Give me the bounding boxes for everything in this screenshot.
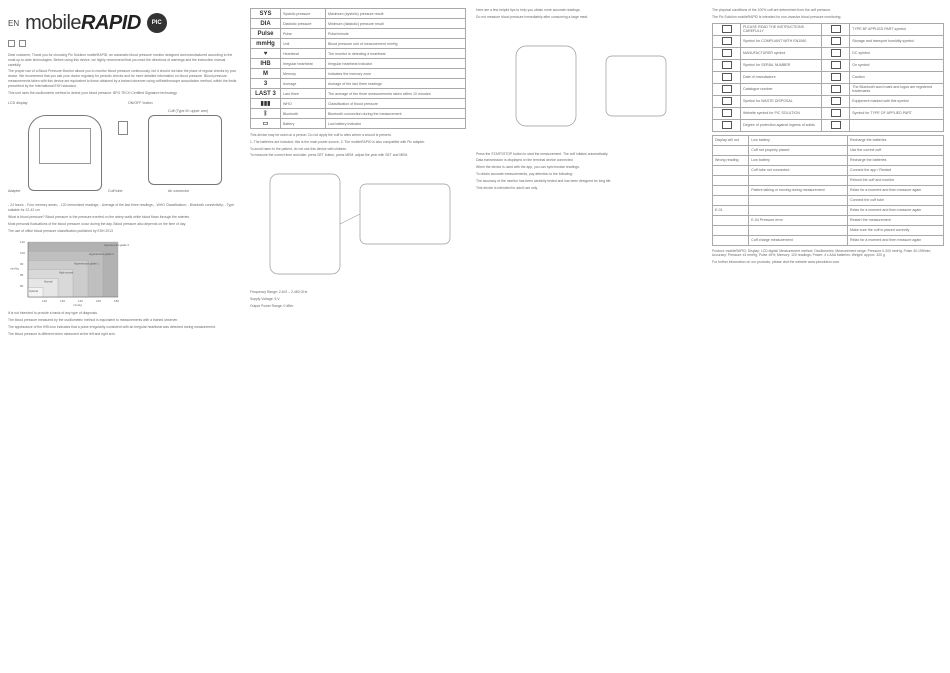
region-label: Hypertension grade 2: [89, 253, 114, 257]
trouble-solution: Recharge the batteries: [848, 135, 944, 145]
trouble-problem: Wrong reading: [713, 155, 749, 165]
adapter-drawing: [118, 121, 128, 135]
bp-fluctuation: Most personal fluctuations of the blood pressure occur during the day. Blood pressure also depends on the time of day.: [8, 221, 186, 226]
symbol-desc: Classification of blood pressure: [325, 99, 465, 109]
trouble-problem: [713, 235, 749, 245]
trouble-cause: Cuff tube not connected: [749, 165, 848, 175]
troubleshooting-row: [713, 235, 944, 245]
symbol-row: [251, 19, 466, 29]
cuff-placement-svg: [476, 26, 704, 146]
classification-chart: [8, 237, 238, 307]
troubleshooting-row: [713, 215, 944, 225]
specifications: Product: mobileRAPID; Display: LCD digital; Measurement method: Oscillometric; Measurement range: Pressure 0-300 mmHg, Pulse 40-199/min; Accuracy: Pressure ±3 mmHg, Pulse ±5%; Memory: 120 readings; Power: 4 x AAA batteries; Weight: approx. 320 g: [712, 248, 931, 258]
trouble-cause: [749, 205, 848, 215]
symbol-name: Bluetooth: [281, 109, 326, 119]
regulatory-row: [713, 35, 944, 47]
reg-text-left: MANUFACTURER symbol: [741, 47, 822, 59]
manual-icon: [8, 40, 15, 47]
symbol-name: Pulse: [281, 29, 326, 39]
symbol-desc: The average of the three measurements taken within 10 minutes: [325, 89, 465, 99]
regulatory-row: [713, 83, 944, 95]
trouble-cause: [749, 195, 848, 205]
symbol-name: Diastolic pressure: [281, 19, 326, 29]
monitor-screen: [39, 128, 91, 164]
trouble-problem: [713, 215, 749, 225]
reg-symbol-left: [713, 59, 741, 71]
symbol-glyph: ▮▮▮: [251, 99, 281, 109]
supply-voltage: Supply Voltage: 5 V: [250, 296, 280, 301]
regulatory-row: [713, 119, 944, 131]
x-tick-label: 160: [96, 299, 102, 304]
regulatory-symbols-table: [712, 23, 944, 132]
chart-note: It is not intended to provide a basis of any type of diagnosis.: [8, 311, 98, 316]
regulatory-row: [713, 71, 944, 83]
reg-symbol-right: [822, 107, 850, 119]
reg-symbol-right: [822, 71, 850, 83]
symbol-name: Last three: [281, 89, 326, 99]
x-axis-label: mmHg: [73, 303, 82, 308]
y-tick-label: 90: [20, 262, 24, 267]
output-power: Output Power Range: 0 dBm: [250, 303, 294, 308]
reg-symbol-right: [822, 83, 850, 95]
trouble-solution: Make sure the cuff is placed correctly: [848, 225, 944, 235]
trouble-solution: Reboot the cuff and monitor: [848, 175, 944, 185]
intended-use-para: The Pic Solution mobileRAPID is intended for non-invasive blood pressure monitoring.: [712, 14, 842, 19]
trouble-cause: Patient talking or moving during measurement: [749, 185, 848, 195]
trouble-problem: [713, 195, 749, 205]
language-code: EN: [8, 18, 20, 28]
reg-symbol-right: [822, 119, 850, 131]
chart-title: The use of office blood pressure classification published by ESH 2013: [8, 228, 113, 233]
trouble-problem: [713, 185, 749, 195]
header: [8, 8, 238, 38]
data-transmission-para: Data transmission is displayed on the terminal device connected.: [476, 158, 574, 163]
symbol-row: [251, 79, 466, 89]
symbol-glyph: ▭: [251, 119, 281, 129]
regulatory-row: [713, 59, 944, 71]
intro-para-1: Dear customer, Thank you for choosing Pic Solution mobileRAPID: an automatic blood pressure monitor designed and manufactured according to the most up-to-date technologies. Before using this device, we highly recommend that you read the directions of warnings and the instruction manual carefully.: [8, 53, 233, 67]
reg-text-right: The Bluetooth word mark and logos are registered trademarks: [850, 83, 944, 95]
reg-symbol-left: [713, 95, 741, 107]
reg-text-left: Website symbol for PIC SOLUTION: [741, 107, 822, 119]
reg-symbol-right: [822, 59, 850, 71]
troubleshooting-row: [713, 155, 944, 165]
trouble-solution: Relax for a moment and then measure again: [848, 205, 944, 215]
symbol-name: Battery: [281, 119, 326, 129]
reg-text-left: Symbol for SERIAL NUMBER: [741, 59, 822, 71]
trouble-problem: [713, 175, 749, 185]
symbol-glyph: IHB: [251, 59, 281, 69]
reg-symbol-left: [713, 83, 741, 95]
y-axis-label: mmHg: [10, 266, 19, 271]
region-label: Normal: [44, 281, 53, 285]
features-list: - 24 hours; - Four memory areas; - 120 memorised readings; - Average of the last three readings; - WHO Classification; - Bluetooth connectivity; - Type suitable for 22-42 cm: [8, 203, 235, 213]
intro-text: [8, 53, 238, 95]
trouble-cause: Low battery: [749, 155, 848, 165]
trouble-cause: Cuff not properly placed: [749, 145, 848, 155]
x-tick-label: 180: [114, 299, 120, 304]
trouble-cause: [749, 225, 848, 235]
symbol-desc: Irregular heartbeat indicator: [325, 59, 465, 69]
symbol-glyph: SYS: [251, 9, 281, 19]
trouble-solution: Relax for a moment and then measure again: [848, 235, 944, 245]
symbol-name: Unit: [281, 39, 326, 49]
symbol-desc: Maximum (systolic) pressure result: [325, 9, 465, 19]
header-icons: [8, 40, 238, 47]
bp-definition: What is blood pressure? Blood pressure is the pressure exerted on the artery walls while blood flows through the arteries.: [8, 214, 191, 219]
reg-text-right: DC symbol: [850, 47, 944, 59]
symbol-desc: Indicates the memory zone: [325, 69, 465, 79]
regulatory-row: [713, 23, 944, 35]
trouble-solution: Relax for a moment and then measure again: [848, 185, 944, 195]
symbol-row: [251, 9, 466, 19]
trouble-problem: [713, 225, 749, 235]
column-symbols: [250, 8, 466, 668]
symbol-desc: Average of the last three readings: [325, 79, 465, 89]
cuff-conditions-para: The physical conditions of the 100% cuff are determined from the cuff pressure.: [712, 8, 832, 12]
reg-symbol-right: [822, 95, 850, 107]
start-para: Press the START/STOP button to start the measurement. The cuff inflates automatically.: [476, 151, 609, 156]
trouble-problem: Display will not: [713, 135, 749, 145]
trouble-solution: Connect the app / Restart: [848, 165, 944, 175]
reg-text-right: Caution: [850, 71, 944, 83]
ihb-para: The appearance of the IHB icon indicates that a pulse irregularity consistent with an irregular heartbeat was detected during measurement.: [8, 324, 216, 329]
usage-note: This device may be used on a person. Do not apply the cuff to sites where a wound is present.: [250, 133, 392, 137]
sync-para: When the device is used with the app, you can synchronise readings.: [476, 165, 580, 170]
intro-para-3: This unit uses the oscillometric method to detect your blood pressure. BPO TECH Certified Signature technology.: [8, 90, 178, 95]
reg-text-left: Date of manufacture: [741, 71, 822, 83]
troubleshooting-row: [713, 185, 944, 195]
adapter-para: 1. The batteries are included; this is the main power source. 2. The mobileRAPID is also compatible with Pic adapter.: [250, 139, 426, 144]
symbol-desc: Bluetooth connection during the measurement: [325, 109, 465, 119]
trouble-solution: Restart the measurement: [848, 215, 944, 225]
trouble-cause: Low battery: [749, 135, 848, 145]
symbol-glyph: ᛒ: [251, 109, 281, 119]
device-illustration: [8, 101, 238, 197]
frequency-range: Frequency Range: 2.402 – 2.480 GHz: [250, 290, 308, 295]
symbol-row: [251, 119, 466, 129]
reg-text-right: On symbol: [850, 59, 944, 71]
symbol-glyph: ♥: [251, 49, 281, 59]
symbol-row: [251, 49, 466, 59]
trouble-cause: [749, 175, 848, 185]
region-label: Hypertension grade 3: [104, 244, 129, 248]
cuff-drawing: [148, 115, 222, 185]
reg-text-left: PLEASE READ THE INSTRUCTIONS CAREFULLY: [741, 23, 822, 35]
footer-note: For further information on our products, please visit the website www.picsolution.com.: [712, 260, 841, 265]
display-symbols-table: [250, 8, 466, 129]
column-usage: [476, 8, 704, 668]
symbol-row: [251, 59, 466, 69]
x-tick-label: 140: [78, 299, 84, 304]
region-label: High-normal: [59, 271, 74, 275]
arm-figure: [250, 164, 466, 284]
brand-logo: mobileRAPID: [25, 11, 141, 34]
troubleshooting-row: [713, 175, 944, 185]
column-intro: [8, 8, 238, 668]
reg-symbol-left: [713, 23, 741, 35]
label-connector: Air connector: [168, 189, 190, 194]
symbol-name: Average: [281, 79, 326, 89]
cuff-placement-figure: [476, 26, 704, 146]
ce-icon: [19, 40, 26, 47]
symbol-glyph: 3: [251, 79, 281, 89]
troubleshooting-row: [713, 135, 944, 145]
reg-symbol-left: [713, 107, 741, 119]
symbol-glyph: mmHg: [251, 39, 281, 49]
symbol-glyph: Pulse: [251, 29, 281, 39]
regulatory-row: [713, 47, 944, 59]
reg-text-right: Storage and transport humidity symbol: [850, 35, 944, 47]
reg-symbol-left: [713, 35, 741, 47]
reg-text-left: Catalogue number: [741, 83, 822, 95]
symbol-row: [251, 109, 466, 119]
trouble-problem: [713, 145, 749, 155]
set-time-para: To measure the correct time and date: press SET button, press MEM, adjust the year with SET and MEM.: [250, 153, 409, 158]
trouble-solution: Connect the cuff tube: [848, 195, 944, 205]
accuracy-tips-para: To obtain accurate measurements, pay attention to the following:: [476, 171, 573, 176]
reg-text-left: Degree of protection against ingress of solids: [741, 119, 822, 131]
tested-para: The accuracy of the monitor has been carefully tested and has been designed for long life.: [476, 178, 612, 183]
troubleshooting-row: [713, 205, 944, 215]
troubleshooting-row: [713, 165, 944, 175]
regulatory-row: [713, 107, 944, 119]
arm-figure-svg: [250, 164, 466, 284]
method-para: The blood pressure measured by the oscillometric method is equivalent to measurements with a trained observer.: [8, 318, 179, 323]
symbol-desc: The monitor is detecting a heartbeat: [325, 49, 465, 59]
y-tick-label: 100: [20, 251, 26, 256]
region-label: Optimal: [29, 290, 38, 294]
symbol-desc: Minimum (diastolic) pressure result: [325, 19, 465, 29]
tips-para: Here are a few helpful tips to help you obtain more accurate readings.: [476, 8, 581, 12]
arm-para: The blood pressure is different when measured at the left and right arm.: [8, 331, 116, 336]
reg-symbol-left: [713, 47, 741, 59]
symbol-glyph: M: [251, 69, 281, 79]
symbol-glyph: LAST 3: [251, 89, 281, 99]
regulatory-row: [713, 95, 944, 107]
troubleshooting-row: [713, 195, 944, 205]
label-onoff: ON/OFF button: [128, 101, 153, 106]
symbol-name: Systolic pressure: [281, 9, 326, 19]
label-lcd: LCD display: [8, 101, 28, 106]
symbol-row: [251, 29, 466, 39]
reg-text-right: Symbol for TYPE OF APPLIED PART: [850, 107, 944, 119]
label-tube: Cuff tube: [108, 189, 123, 194]
trouble-problem: E-01: [713, 205, 749, 215]
y-tick-label: 85: [20, 273, 24, 278]
reg-symbol-right: [822, 23, 850, 35]
reg-symbol-right: [822, 35, 850, 47]
reg-symbol-left: [713, 71, 741, 83]
symbol-name: WHO: [281, 99, 326, 109]
warning-para: To avoid harm to the patient, do not use this device with children.: [250, 146, 348, 151]
reg-text-left: Symbol for COMPLIANT WITH EN1060: [741, 35, 822, 47]
y-tick-label: 110: [20, 240, 25, 245]
meal-para: Do not measure blood pressure immediately after consuming a large meal.: [476, 14, 589, 19]
reg-text-right: TYPE BF APPLIED PART symbol: [850, 23, 944, 35]
symbol-name: Heartbeat: [281, 49, 326, 59]
trouble-solution: Use the correct cuff: [848, 145, 944, 155]
symbol-glyph: DIA: [251, 19, 281, 29]
symbol-row: [251, 99, 466, 109]
trouble-cause: E-04 Pressure error: [749, 215, 848, 225]
y-tick-label: 80: [20, 284, 24, 289]
adult-use-para: This device is intended for adult use only.: [476, 185, 538, 190]
symbol-desc: Low battery indicator: [325, 119, 465, 129]
x-tick-label: 120: [42, 299, 48, 304]
symbol-desc: Blood pressure unit of measurement mmHg: [325, 39, 465, 49]
symbol-row: [251, 39, 466, 49]
symbol-row: [251, 89, 466, 99]
reg-text-right: [850, 119, 944, 131]
trouble-problem: [713, 165, 749, 175]
troubleshooting-table: [712, 135, 944, 246]
reg-text-right: Equipment marked with this symbol: [850, 95, 944, 107]
reg-symbol-right: [822, 47, 850, 59]
intro-para-2: The proper use of a Blood Pressure Monitor allows you to monitor blood pressure continuously, but it should not take the place of regular checks by your doctor. We recommend that you ask your doctor regularly for periodic checks and for more detailed information on blood pressure. Blood pressure measurements taken with this device are equivalent to those obtained by a trained observer using cuff/stethoscope auscultation method, within the limits prescribed by the International ESH standard.: [8, 69, 237, 88]
symbol-name: Memory: [281, 69, 326, 79]
region-label: Hypertension grade 1: [74, 262, 99, 266]
x-tick-label: 130: [60, 299, 66, 304]
monitor-drawing: [28, 115, 102, 191]
pic-badge: PIC: [147, 13, 167, 33]
symbol-row: [251, 69, 466, 79]
trouble-cause: Cuff charge measurement: [749, 235, 848, 245]
reg-text-left: Symbol for WASTE DISPOSAL: [741, 95, 822, 107]
troubleshooting-row: [713, 225, 944, 235]
trouble-solution: Recharge the batteries: [848, 155, 944, 165]
column-specs: [712, 8, 944, 668]
symbol-name: Irregular heartbeat: [281, 59, 326, 69]
label-cuff: Cuff (Type M: upper arm): [168, 109, 209, 114]
symbol-desc: Pulse/minute: [325, 29, 465, 39]
reg-symbol-left: [713, 119, 741, 131]
troubleshooting-row: [713, 145, 944, 155]
label-adapter: Adapter: [8, 189, 21, 194]
classification-chart-svg: [8, 237, 238, 307]
